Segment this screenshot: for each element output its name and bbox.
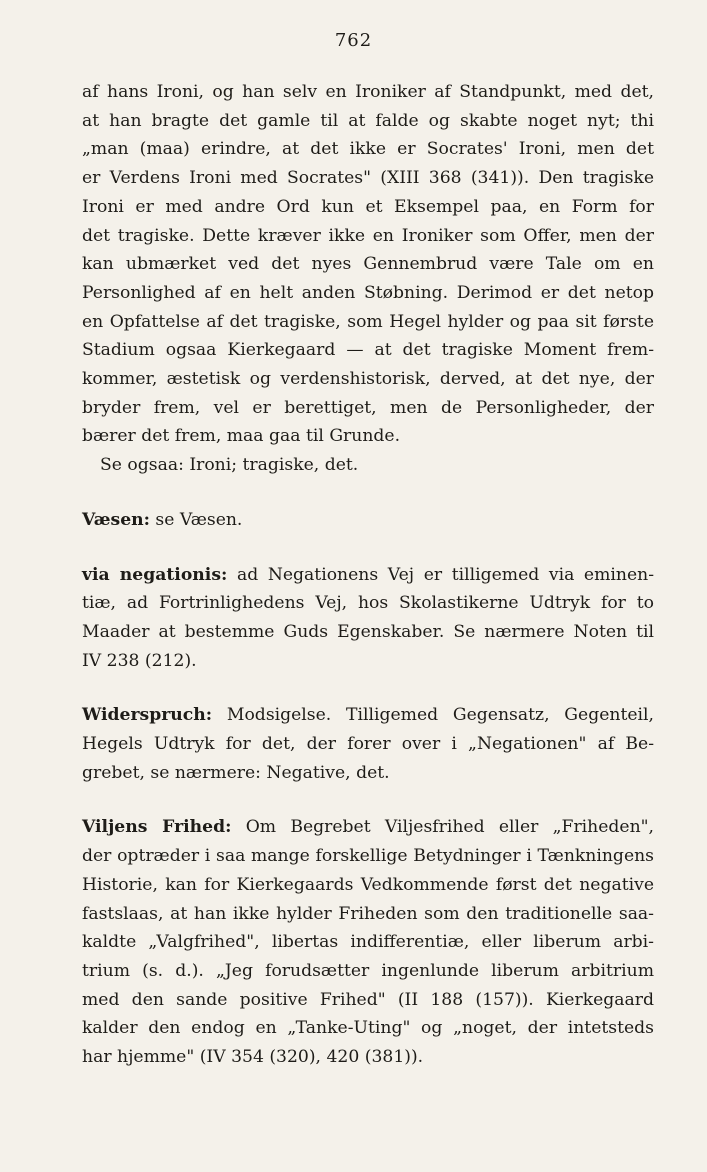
entry-headword: Widerspruch:: [82, 705, 213, 726]
entry-text: ad Negationens Vej er tilligemed via eminen-: [227, 564, 655, 585]
page-body: [82, 78, 654, 1072]
ironi-continuation-paragraph: [82, 78, 654, 480]
entry-widerspruch: [82, 701, 654, 787]
text-line: kan ubmærket ved det nyes Gennembrud være Tale om en: [82, 254, 654, 275]
text-line: grebet, se nærmere: Negative, det.: [82, 762, 390, 783]
text-line: Personlighed af en helt anden Støbning. Derimod er det netop: [82, 282, 654, 303]
text-line: er Verdens Ironi med Socrates" (XIII 368 (341)). Den tragiske: [82, 168, 654, 189]
see-also-reference: Se ogsaa: Ironi; tragiske, det.: [100, 455, 359, 476]
text-line: det tragiske. Dette kræver ikke en Ironiker som Offer, men der: [82, 225, 654, 246]
entry-vaesen: [82, 506, 654, 535]
text-line: en Opfattelse af det tragiske, som Hegel hylder og paa sit første: [82, 311, 654, 332]
text-line: Ironi er med andre Ord kun et Eksempel paa, en Form for: [82, 196, 654, 217]
text-line: tiæ, ad Fortrinlighedens Vej, hos Skolastikerne Udtryk for to: [82, 593, 654, 614]
entry-headword: Viljens Frihed:: [82, 817, 232, 838]
entry-text: Modsigelse. Tilligemed Gegensatz, Gegenteil,: [212, 705, 654, 726]
entry-headword: Væsen:: [82, 509, 150, 530]
text-line: trium (s. d.). „Jeg forudsætter ingenlunde liberum arbitrium: [82, 960, 654, 981]
text-line: Stadium ogsaa Kierkegaard — at det tragiske Moment frem-: [82, 340, 654, 361]
text-line: har hjemme" (IV 354 (320), 420 (381)).: [82, 1047, 424, 1068]
text-line: kalder den endog en „Tanke-Uting" og „noget, der intetsteds: [82, 1018, 654, 1039]
entry-text: se Væsen.: [149, 509, 243, 530]
text-line: med den sande positive Frihed" (II 188 (157)). Kierkegaard: [82, 989, 654, 1010]
text-line: af hans Ironi, og han selv en Ironiker af Standpunkt, med det,: [82, 82, 654, 102]
page-number: 762: [334, 30, 373, 51]
text-line: kommer, æstetisk og verdenshistorisk, derved, at det nye, der: [82, 369, 654, 390]
text-line: „man (maa) erindre, at det ikke er Socrates' Ironi, men det: [82, 139, 654, 160]
text-line: Historie, kan for Kierkegaards Vedkommende først det negative: [82, 874, 654, 895]
text-line: at han bragte det gamle til at falde og skabte noget nyt; thi: [82, 110, 654, 131]
text-line: IV 238 (212).: [82, 650, 197, 671]
text-line: fastslaas, at han ikke hylder Friheden som den traditionelle saa-: [82, 903, 654, 924]
text-line: kaldte „Valgfrihed", libertas indifferentiæ, eller liberum arbi-: [82, 932, 654, 953]
entry-headword: via negationis:: [82, 564, 228, 585]
text-line: Hegels Udtryk for det, der forer over i „Negationen" af Be-: [82, 734, 654, 755]
entry-viljens-frihed: [82, 813, 654, 1071]
text-line: der optræder i saa mange forskellige Betydninger i Tænkningens: [82, 846, 654, 867]
entry-text: Om Begrebet Viljesfrihed eller „Friheden",: [231, 817, 655, 838]
text-line: Maader at bestemme Guds Egenskaber. Se nærmere Noten til: [82, 621, 654, 642]
text-line: bærer det frem, maa gaa til Grunde.: [82, 426, 401, 447]
text-line: bryder frem, vel er berettiget, men de Personligheder, der: [82, 397, 654, 418]
entry-via-negationis: [82, 561, 654, 676]
